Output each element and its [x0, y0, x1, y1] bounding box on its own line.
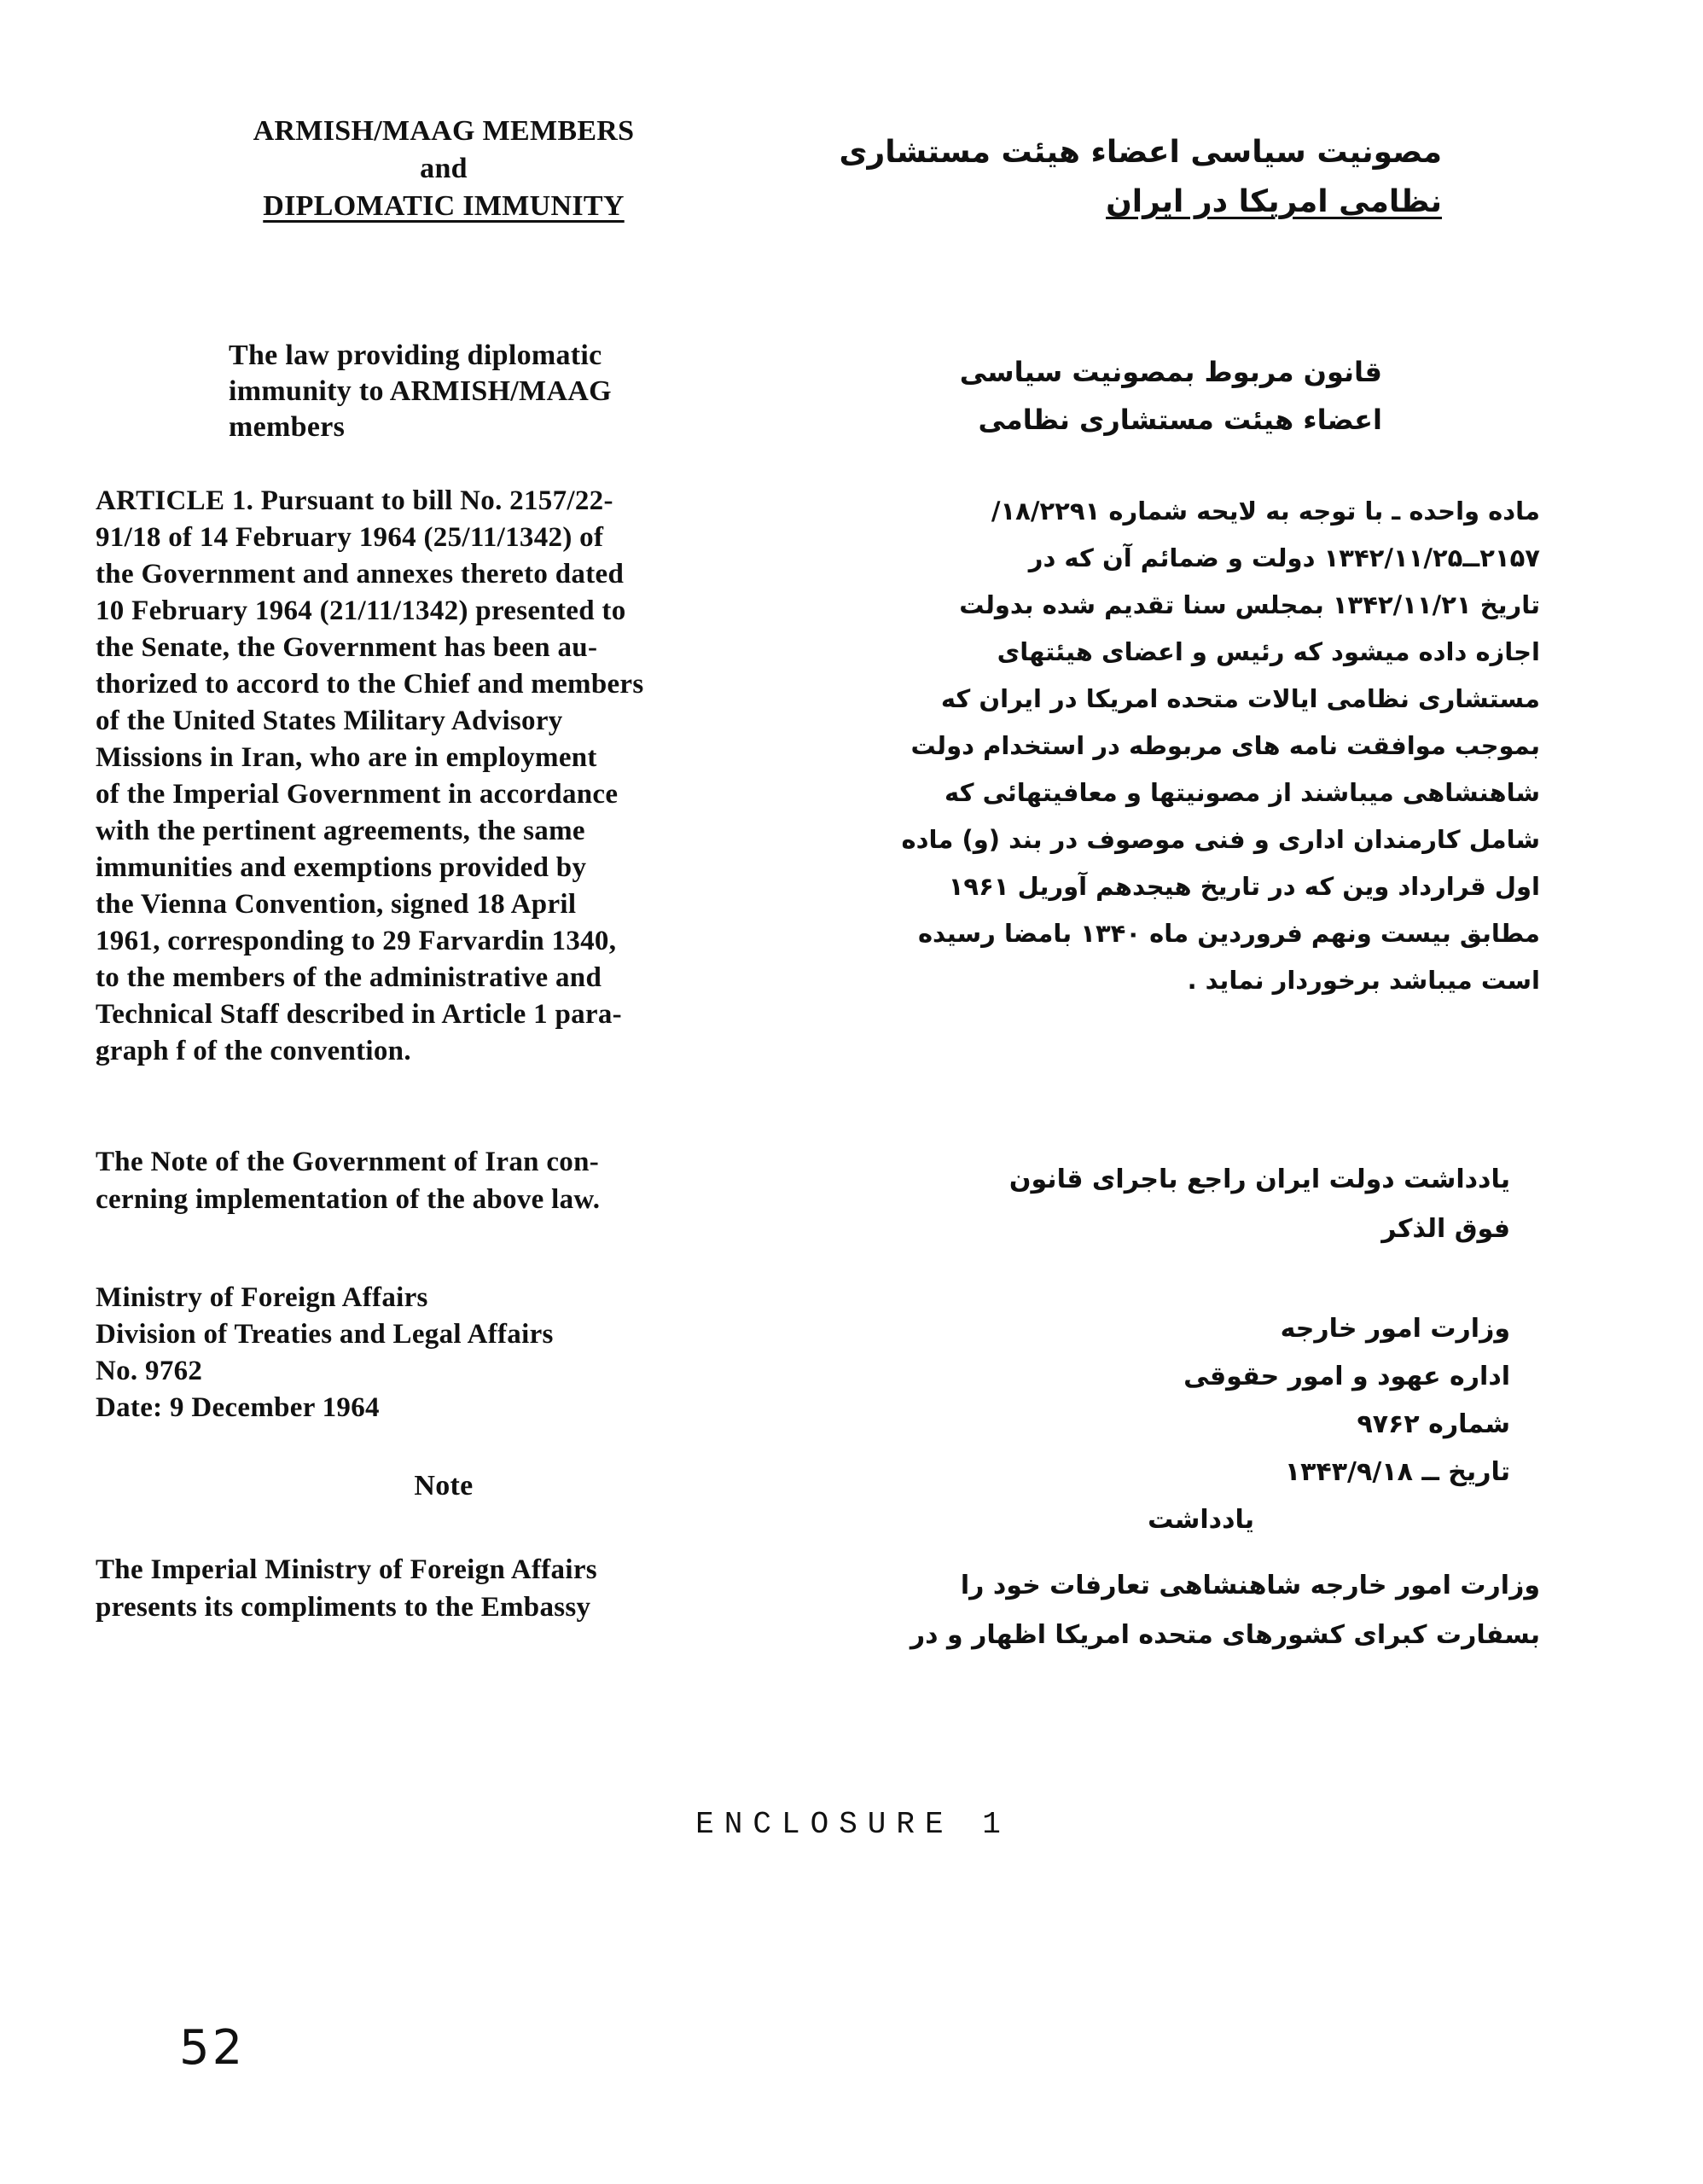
fa-article-line: مستشاری نظامی ایالات متحده امریکا در ایران که: [940, 684, 1540, 713]
title-line-2: and: [420, 153, 468, 184]
law-heading-persian: [904, 348, 1382, 444]
article-line: thorized to accord to the Chief and members: [96, 669, 644, 700]
law-heading-line-1: The law providing diplomatic: [229, 340, 602, 371]
law-heading-line-3: members: [229, 411, 346, 443]
article-line: Technical Staff described in Article 1 para-: [96, 999, 622, 1030]
fa-law-heading-line-2: اعضاء هیئت مستشاری نظامی: [978, 404, 1382, 436]
article-1-persian: [832, 488, 1540, 1004]
article-line: 91/18 of 14 February 1964 (25/11/1342) of: [96, 522, 604, 553]
ministry-line: Date: 9 December 1964: [96, 1392, 380, 1423]
fa-article-line: بموجب موافقت نامه های مربوطه در استخدام دولت: [910, 731, 1540, 760]
article-line: of the United States Military Advisory: [96, 706, 563, 736]
fa-article-line: ماده واحده ـ با توجه به لایحه شماره ۱۸/۲۲۹۱/: [991, 497, 1540, 526]
law-heading-line-2: immunity to ARMISH/MAAG: [229, 375, 612, 407]
article-line: immunities and exemptions provided by: [96, 852, 587, 883]
enclosure-label: ENCLOSURE 1: [695, 1807, 1011, 1842]
note-intro-line: The Note of the Government of Iran con-: [96, 1147, 600, 1177]
ministry-english: [96, 1280, 829, 1426]
article-line: of the Imperial Government in accordance: [96, 779, 619, 810]
fa-ministry-line: شماره ۹۷۶۲: [1357, 1409, 1510, 1439]
fa-note-intro-line: یادداشت دولت ایران راجع باجرای قانون: [1008, 1165, 1510, 1194]
law-heading-english: [229, 338, 758, 445]
article-line: the Vienna Convention, signed 18 April: [96, 889, 577, 920]
note-intro-english: [96, 1143, 829, 1218]
fa-compliments-line: وزارت امور خارجه شاهنشاهی تعارفات خود را: [960, 1571, 1540, 1600]
article-line: 10 February 1964 (21/11/1342) presented to: [96, 595, 626, 626]
article-line: graph f of the convention.: [96, 1036, 411, 1066]
english-title: [205, 113, 683, 225]
compliments-line: presents its compliments to the Embassy: [96, 1592, 591, 1623]
article-line: 1961, corresponding to 29 Farvardin 1340,: [96, 926, 617, 956]
compliments-persian: [840, 1561, 1540, 1660]
fa-title-line-1: مصونیت سیاسی اعضاء هیئت مستشاری: [839, 135, 1442, 170]
article-1-english: [96, 483, 829, 1070]
fa-article-line: است میباشد برخوردار نماید .: [1187, 966, 1540, 995]
article-line: to the members of the administrative and: [96, 962, 602, 993]
title-line-3: DIPLOMATIC IMMUNITY: [263, 190, 625, 222]
ministry-persian: [1024, 1305, 1510, 1544]
fa-article-line: اجازه داده میشود که رئیس و اعضای هیئتهای: [997, 637, 1540, 666]
ministry-line: Division of Treaties and Legal Affairs: [96, 1319, 554, 1350]
fa-article-line: اول قرارداد وین که در تاریخ هیجدهم آوریل ۱۹۶۱: [948, 872, 1540, 901]
article-line: the Senate, the Government has been au-: [96, 632, 598, 663]
persian-title: [839, 128, 1442, 227]
note-label: Note: [414, 1470, 474, 1502]
ministry-line: Ministry of Foreign Affairs: [96, 1282, 428, 1313]
page-number: 52: [179, 2020, 246, 2076]
article-line: ARTICLE 1. Pursuant to bill No. 2157/22-: [96, 485, 613, 516]
article-line: the Government and annexes thereto dated: [96, 559, 625, 590]
fa-article-line: مطابق بیست ونهم فروردین ماه ۱۳۴۰ بامضا رسیده: [917, 919, 1540, 948]
fa-law-heading-line-1: قانون مربوط بمصونیت سیاسی: [959, 356, 1382, 388]
fa-article-line: شامل کارمندان اداری و فنی موصوف در بند (و) ماده: [901, 825, 1540, 854]
note-intro-persian: [862, 1155, 1510, 1254]
compliments-english: [96, 1551, 829, 1626]
fa-ministry-line: اداره عهود و امور حقوقی: [1183, 1362, 1510, 1391]
article-line: Missions in Iran, who are in employment: [96, 742, 597, 773]
fa-ministry-line: تاریخ ــ ۱۳۴۳/۹/۱۸: [1284, 1457, 1510, 1487]
title-line-1: ARMISH/MAAG MEMBERS: [253, 115, 635, 147]
fa-article-line: ۲۱۵۷ــ۱۳۴۲/۱۱/۲۵ دولت و ضمائم آن که در: [1028, 543, 1540, 572]
fa-compliments-line: بسفارت کبرای کشورهای متحده امریکا اظهار و در: [910, 1620, 1540, 1650]
ministry-line: No. 9762: [96, 1356, 203, 1386]
fa-ministry-heading: یادداشت: [1148, 1505, 1254, 1535]
fa-title-line-2: نظامی امریکا در ایران: [1106, 184, 1442, 219]
article-line: with the pertinent agreements, the same: [96, 816, 585, 846]
fa-note-intro-line: فوق الذکر: [1381, 1214, 1510, 1244]
fa-article-line: شاهنشاهی میباشند از مصونیتها و معافیتهائی که: [944, 778, 1540, 807]
note-intro-line: cerning implementation of the above law.: [96, 1184, 601, 1215]
fa-article-line: تاریخ ۱۳۴۲/۱۱/۲۱ بمجلس سنا تقدیم شده بدولت: [959, 590, 1540, 619]
compliments-line: The Imperial Ministry of Foreign Affairs: [96, 1554, 597, 1585]
fa-ministry-line: وزارت امور خارجه: [1280, 1314, 1510, 1344]
